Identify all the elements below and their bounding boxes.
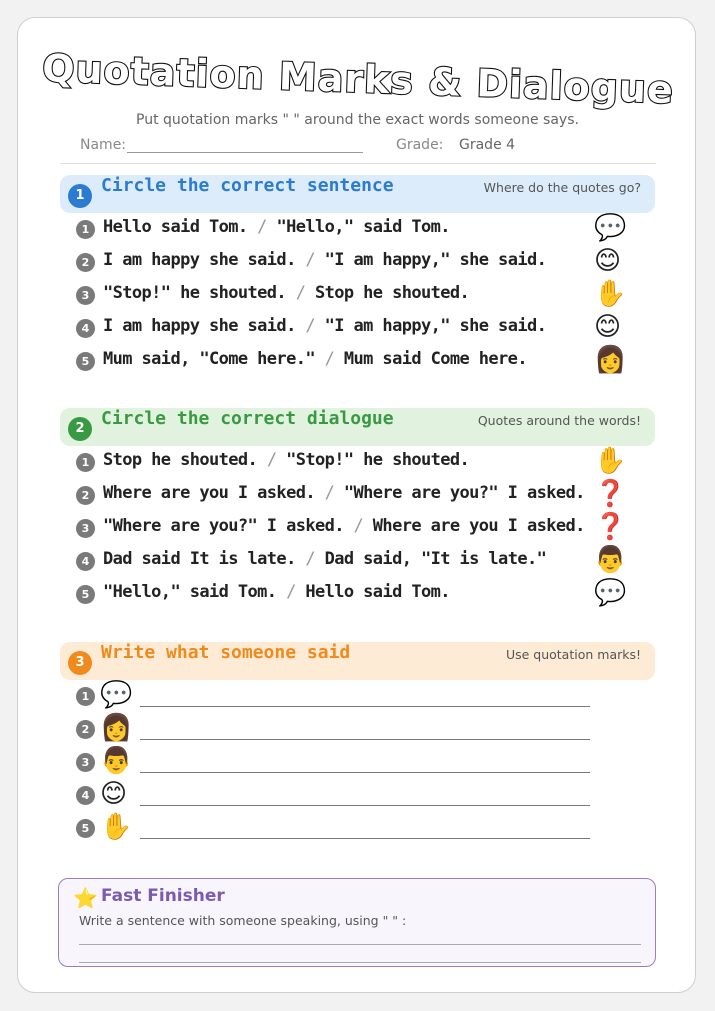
writing-row [74, 680, 634, 712]
item-number: 1 [76, 687, 95, 706]
option-b[interactable]: Where are you I asked. [372, 516, 585, 536]
grade-value: Grade 4 [459, 137, 516, 153]
option-separator: / [305, 549, 315, 569]
sentence-options [103, 582, 450, 602]
section-title: Circle the correct dialogue [101, 408, 394, 429]
option-separator: / [286, 582, 296, 602]
option-b[interactable]: "Stop!" he shouted. [286, 450, 470, 470]
item-number: 2 [76, 486, 95, 505]
speech-bubble-icon: 💬 [100, 680, 133, 710]
speech-bubble-icon: 💬 [594, 213, 627, 243]
section-note: Use quotation marks! [505, 647, 641, 662]
option-separator: / [305, 250, 315, 270]
sentence-choice-row [74, 446, 634, 478]
option-a[interactable]: "Hello," said Tom. [103, 582, 277, 602]
section-note: Where do the quotes go? [483, 180, 641, 195]
item-number: 4 [76, 786, 95, 805]
sentence-choice-row [74, 213, 634, 245]
writing-row [74, 779, 634, 811]
sentence-options [103, 316, 546, 336]
sentence-choice-row [74, 545, 634, 577]
item-number: 2 [76, 253, 95, 272]
sentence-options [103, 349, 527, 369]
option-b[interactable]: "I am happy," she said. [324, 316, 547, 336]
item-number: 1 [76, 453, 95, 472]
option-a[interactable]: Mum said, "Come here." [103, 349, 315, 369]
option-separator: / [324, 483, 335, 503]
option-a[interactable]: "Stop!" he shouted. [103, 283, 287, 303]
grade-label: Grade: [396, 137, 444, 153]
section-note: Quotes around the words! [477, 413, 641, 428]
man-icon: 👨 [100, 746, 133, 776]
writing-row [74, 746, 634, 778]
sentence-options [103, 483, 585, 503]
option-separator: / [324, 349, 335, 369]
sentence-choice-row [74, 345, 634, 377]
writing-line[interactable] [79, 944, 641, 945]
item-number: 3 [76, 753, 95, 772]
page-title-text: Quotation Marks & Dialogue [41, 45, 675, 113]
section-number-badge: 2 [68, 417, 92, 441]
section-title: Write what someone said [101, 642, 351, 663]
question-mark-icon: ❓ [594, 479, 627, 509]
option-a[interactable]: I am happy she said. [103, 316, 296, 336]
speech-bubble-icon: 💬 [594, 578, 627, 608]
item-number: 5 [76, 819, 95, 838]
fast-finisher-title: Fast Finisher [101, 886, 225, 906]
header-divider [60, 163, 656, 164]
option-b[interactable]: Mum said Come here. [343, 349, 527, 369]
sentence-choice-row [74, 479, 634, 511]
item-number: 2 [76, 720, 95, 739]
sentence-options [103, 549, 546, 569]
item-number: 1 [76, 220, 95, 239]
section-title: Circle the correct sentence [101, 175, 394, 196]
writing-line[interactable] [140, 706, 590, 707]
option-a[interactable]: Dad said It is late. [103, 549, 296, 569]
woman-icon: 👩 [594, 345, 627, 375]
option-b[interactable]: Dad said, "It is late." [324, 549, 547, 569]
raised-hand-icon: ✋ [594, 279, 627, 309]
sentence-options [103, 217, 450, 237]
item-number: 4 [76, 552, 95, 571]
sentence-options [103, 250, 546, 270]
writing-line[interactable] [140, 838, 590, 839]
writing-line[interactable] [140, 772, 590, 773]
smiley-icon: 😊 [594, 246, 622, 276]
item-number: 4 [76, 319, 95, 338]
section-2-banner [60, 408, 655, 446]
writing-row [74, 812, 634, 844]
option-b[interactable]: Hello said Tom. [305, 582, 450, 602]
fast-finisher-box [58, 878, 656, 967]
sentence-choice-row [74, 512, 634, 544]
question-mark-icon: ❓ [594, 512, 627, 542]
option-b[interactable]: Stop he shouted. [315, 283, 470, 303]
section-number-badge: 1 [68, 184, 92, 208]
writing-line[interactable] [140, 739, 590, 740]
woman-icon: 👩 [100, 713, 133, 743]
item-number: 3 [76, 519, 95, 538]
section-number-badge: 3 [68, 651, 92, 675]
writing-row [74, 713, 634, 745]
option-a[interactable]: I am happy she said. [103, 250, 296, 270]
option-separator: / [305, 316, 315, 336]
option-separator: / [353, 516, 364, 536]
sentence-options [103, 450, 469, 470]
smiley-icon: 😊 [100, 779, 128, 809]
writing-line[interactable] [140, 805, 590, 806]
page-title [40, 40, 680, 120]
writing-line[interactable] [79, 962, 641, 963]
raised-hand-icon: ✋ [594, 446, 627, 476]
sentence-choice-row [74, 279, 634, 311]
option-separator: / [295, 283, 306, 303]
smiley-icon: 😊 [594, 312, 622, 342]
option-b[interactable]: "Where are you?" I asked. [343, 483, 585, 503]
name-input-line[interactable] [127, 152, 363, 153]
sentence-choice-row [74, 578, 634, 610]
item-number: 5 [76, 352, 95, 371]
option-a[interactable]: Where are you I asked. [103, 483, 315, 503]
item-number: 3 [76, 286, 95, 305]
option-a[interactable]: Hello said Tom. [103, 217, 248, 237]
sentence-options [103, 516, 585, 536]
fast-finisher-instructions: Write a sentence with someone speaking, using " " : [79, 913, 407, 928]
man-icon: 👨 [594, 545, 627, 575]
option-a[interactable]: Stop he shouted. [103, 450, 258, 470]
instructions-text: Put quotation marks " " around the exact words someone says. [136, 112, 579, 128]
section-3-banner [60, 642, 655, 680]
section-1-banner [60, 175, 655, 213]
raised-hand-icon: ✋ [100, 812, 133, 842]
sentence-choice-row [74, 246, 634, 278]
sentence-options [103, 283, 469, 303]
name-label: Name: [80, 137, 127, 153]
option-separator: / [257, 217, 267, 237]
option-b[interactable]: "Hello," said Tom. [276, 217, 450, 237]
star-icon: ⭐ [73, 886, 98, 910]
option-a[interactable]: "Where are you?" I asked. [103, 516, 344, 536]
item-number: 5 [76, 585, 95, 604]
option-b[interactable]: "I am happy," she said. [324, 250, 547, 270]
option-separator: / [266, 450, 277, 470]
sentence-choice-row [74, 312, 634, 344]
